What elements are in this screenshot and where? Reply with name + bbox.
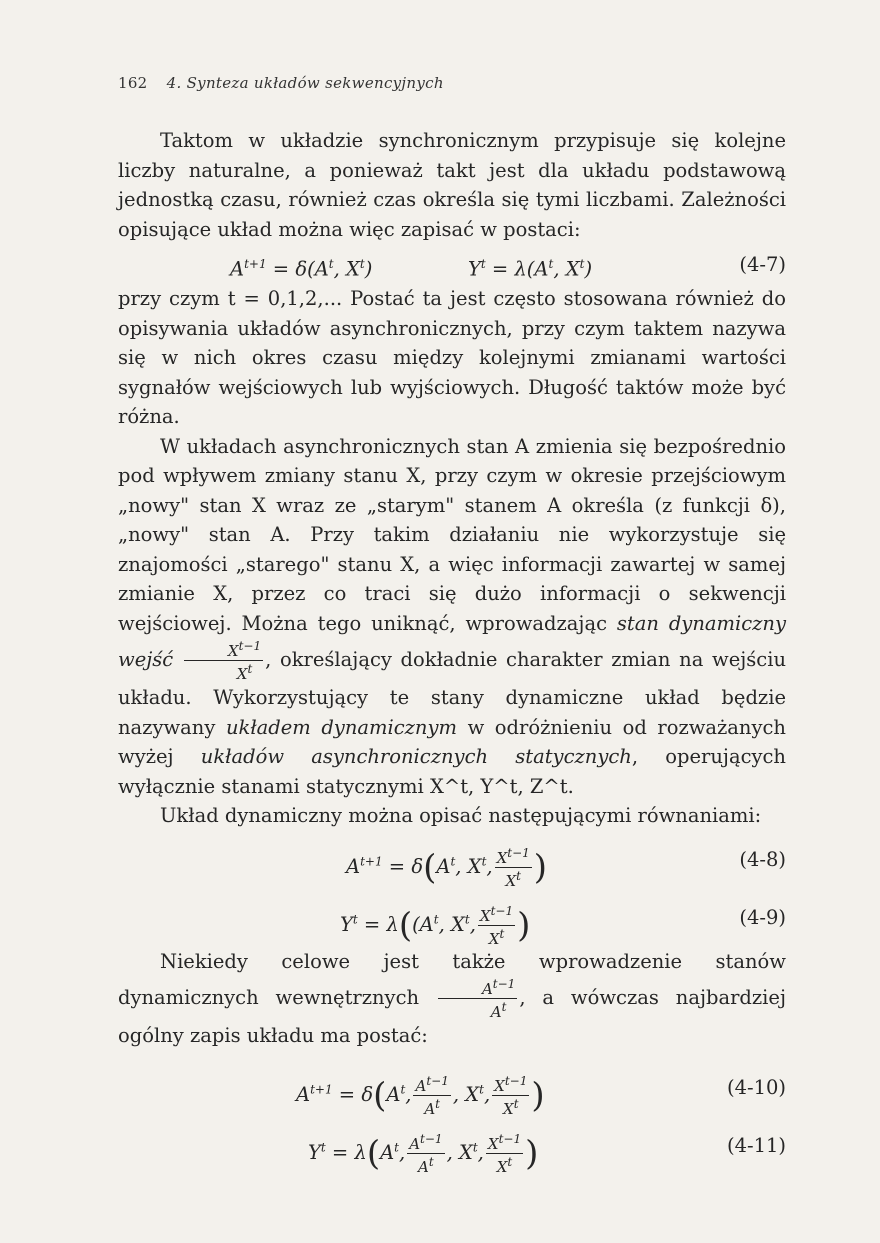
- equation-4-11: [118, 1117, 786, 1175]
- equation-4-7-b: $Y^t = \lambda(A^t$, $X^t$): [468, 257, 593, 281]
- paragraph-3-text-a: W układach asynchronicznych stan A zmienia się bezpośrednio pod wpływem zmiany stanu X, przy czym w okresie przejściowym „nowy" stan X wraz ze „starym" stanem A określa (z funkcji δ), „nowy" stan A. Przy takim działaniu nie wykorzystuje się znajomości „starego" stanu X, a więc informacji zawartej w samej zmianie X, przez co traci się dużo informacji o sekwencji wejściowej. Można tego uniknąć, wprowadzając: [118, 434, 786, 635]
- page-header: [118, 74, 444, 92]
- term-dynamic-input-state: stan dynamiczny wejść: [118, 611, 787, 671]
- equation-number: (4-9): [739, 905, 786, 929]
- paragraph-4: Układ dynamiczny można opisać następującymi równaniami:: [160, 804, 762, 827]
- fraction-a-dynamic: $\frac{A^{t-1}}{A^t}$: [438, 976, 517, 1021]
- paragraph-1: Taktom w układzie synchronicznym przypisuje się kolejne liczby naturalne, a ponieważ takt jest dla układu podstawową jednostką czasu, również czas określa się tymi liczbami. Zależności opisujące układ można więc zapisać w postaci:: [118, 129, 786, 241]
- paragraph-3-text-c: w odróżnieniu od rozważanych wyżej: [118, 715, 786, 768]
- equation-4-8: [118, 831, 786, 889]
- page-body: [118, 126, 786, 1175]
- equation-4-10: [118, 1059, 786, 1117]
- page-number: 162: [118, 74, 148, 92]
- fraction-x-dynamic: $\frac{X^{t-1}}{X^t}$: [184, 638, 263, 683]
- equation-number: (4-11): [726, 1133, 786, 1157]
- equation-4-11-expr: $Y^t = \lambda(A^t$, $\frac{A^{t-1}}{A^t}$ , $X^t$, $\frac{X^{t-1}}{X^t}$ ): [308, 1131, 539, 1176]
- term-static-async-systems: układów asynchronicznych statycznych: [200, 745, 632, 768]
- paragraph-5: [118, 947, 786, 1051]
- paragraph-3: [118, 432, 786, 802]
- equation-4-8-expr: $A^{t+1} = \delta(A^t$, $X^t$, $\frac{X^{t-1}}{X^t}$ ): [346, 845, 548, 890]
- running-title: 4. Synteza układów sekwencyjnych: [166, 74, 444, 92]
- paragraph-5-text-a: Niekiedy celowe jest także wprowadzenie stanów dynamicznych wewnętrznych: [118, 949, 786, 1009]
- paragraph-3-text-b: , określający dokładnie charakter zmian na wejściu układu. Wykorzystujący te stany dynamiczne układ będzie nazywany: [118, 648, 787, 739]
- equation-number: (4-8): [739, 847, 786, 871]
- paragraph-5-text-b: , a wówczas najbardziej ogólny zapis układu ma postać:: [118, 986, 786, 1047]
- equation-4-10-expr: $A^{t+1} = \delta(A^t$, $\frac{A^{t-1}}{A^t}$ , $X^t$, $\frac{X^{t-1}}{X^t}$ ): [296, 1073, 545, 1118]
- paragraph-3-text-d: , operujących wyłącznie stanami statycznymi X^t, Y^t, Z^t.: [118, 745, 786, 798]
- equation-4-9: [118, 889, 786, 947]
- equation-4-9-expr: $Y^t = \lambda((A^t$, $X^t$, $\frac{X^{t-1}}{X^t}$ ): [340, 903, 531, 948]
- equation-number: (4-7): [739, 253, 786, 276]
- equation-4-7: [118, 250, 786, 284]
- equation-4-7-a: $A^{t+1} = \delta(A^t$, $X^t$): [230, 257, 373, 281]
- term-dynamic-system: układem dynamicznym: [225, 715, 457, 739]
- paragraph-2: przy czym t = 0,1,2,... Postać ta jest często stosowana również do opisywania układów asynchronicznych, przy czym taktem nazywa się w nich okres czasu między kolejnymi zmianami wartości sygnałów wejściowych lub wyjściowych. Długość taktów może być różna.: [118, 287, 786, 428]
- equation-number: (4-10): [726, 1075, 786, 1099]
